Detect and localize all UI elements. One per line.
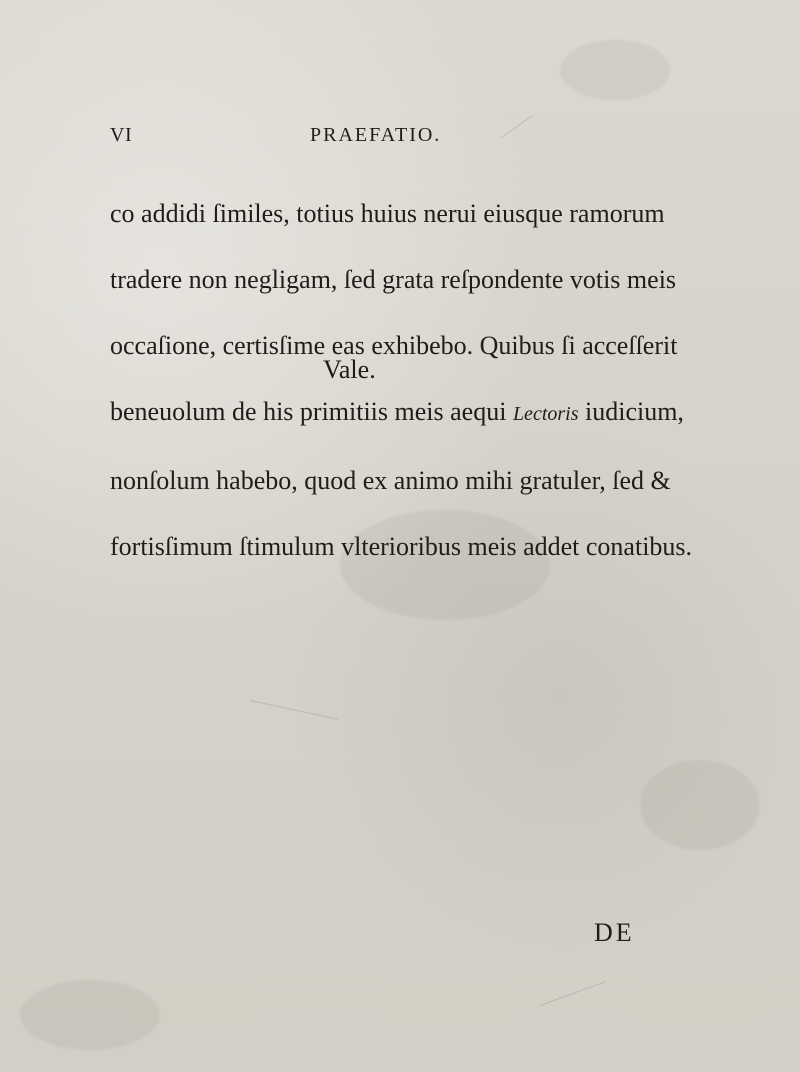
body-line-with-italic bbox=[110, 395, 700, 431]
paper-stain bbox=[640, 760, 760, 850]
paper-stain bbox=[560, 40, 670, 100]
paper-stain bbox=[20, 980, 160, 1050]
body-line: tradere non negligam, ſed grata reſpondente votis meis bbox=[110, 265, 677, 294]
body-line-start: beneuolum de his primitiis meis aequi bbox=[110, 397, 513, 426]
page-scratch bbox=[250, 700, 338, 720]
catchword: DE bbox=[594, 918, 635, 947]
italic-word: Lectoris bbox=[512, 403, 579, 425]
body-line: fortisſimum ſtimulum vlterioribus meis addet conatibus. bbox=[110, 532, 693, 561]
closing-salutation: Vale. bbox=[323, 355, 376, 384]
body-text-block bbox=[110, 164, 700, 596]
body-line: occaſione, certisſime eas exhibebo. Quibus ſi acceſſerit bbox=[110, 331, 678, 360]
page-number: VI bbox=[110, 124, 133, 146]
body-line: co addidi ſimiles, totius huius nerui eiusque ramorum bbox=[110, 199, 665, 228]
body-line: nonſolum habebo, quod ex animo mihi gratuler, ſed & bbox=[110, 466, 671, 495]
body-line-end: iudicium, bbox=[578, 397, 684, 426]
running-header-title: PRAEFATIO. bbox=[310, 124, 442, 146]
page-scratch bbox=[540, 981, 606, 1006]
page-scratch bbox=[500, 115, 533, 139]
